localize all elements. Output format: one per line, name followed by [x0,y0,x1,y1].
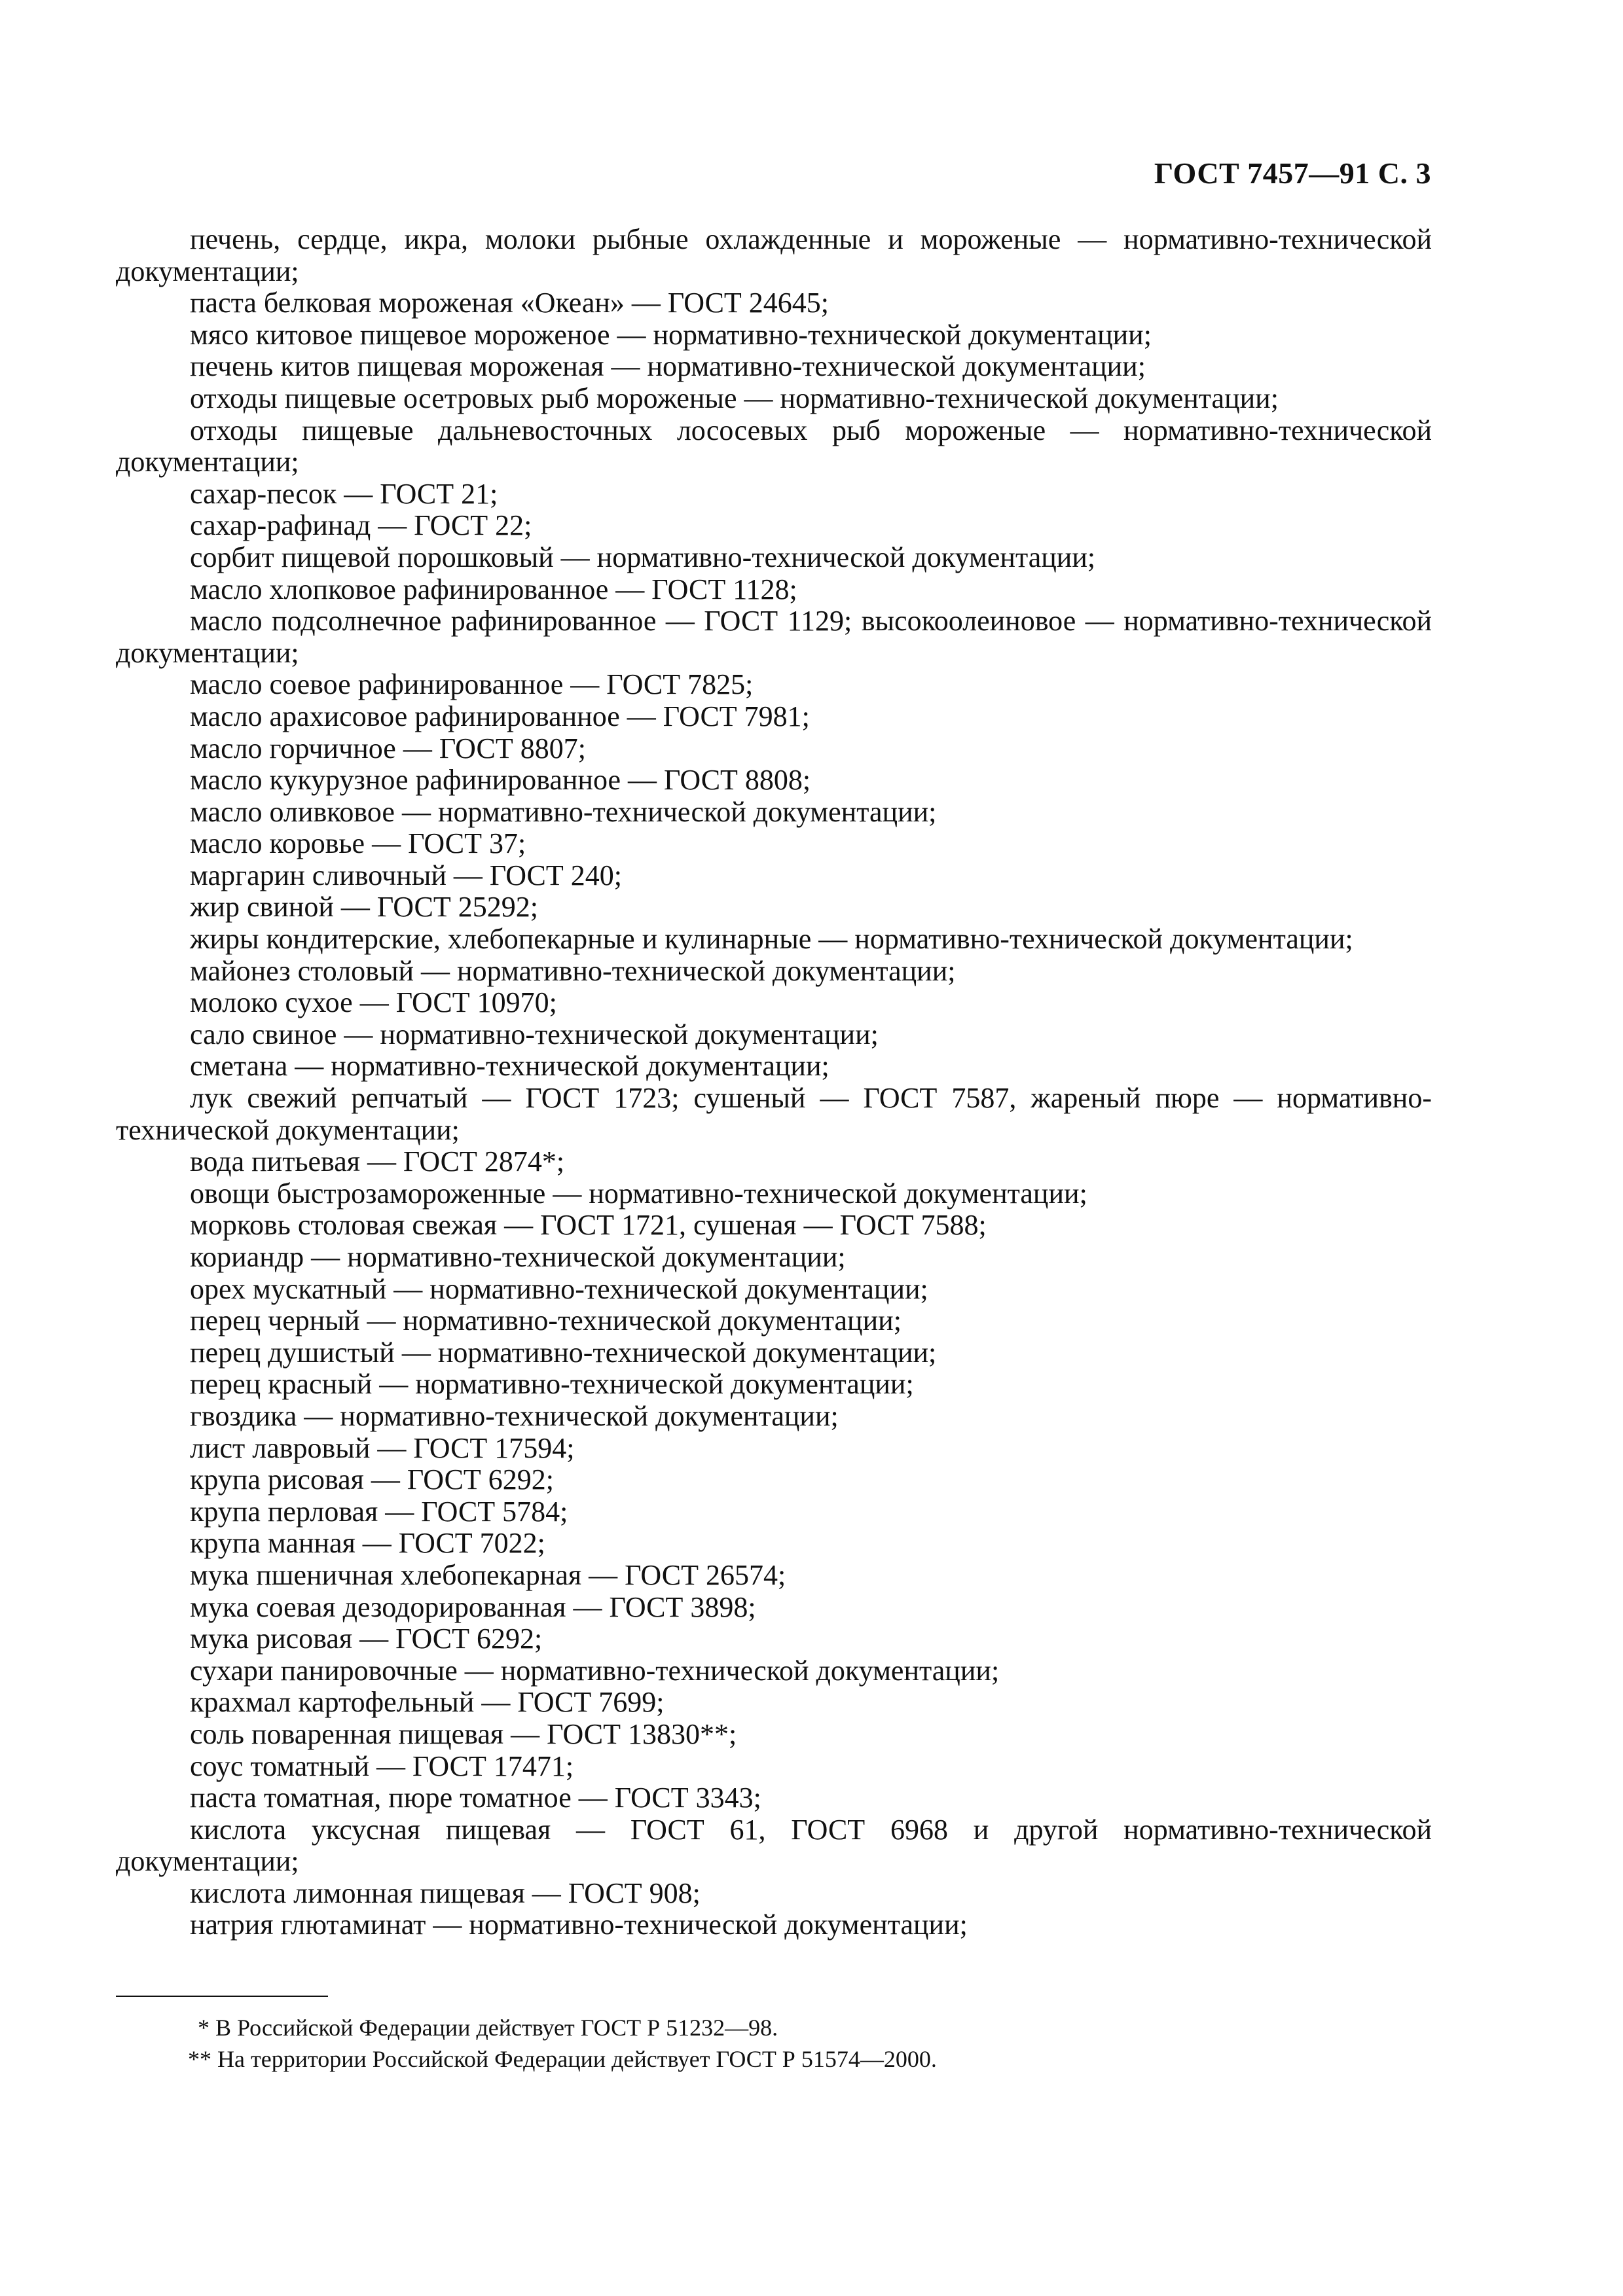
list-item: паста белковая мороженая «Океан» — ГОСТ 24645; [190,287,830,319]
list-item: масло арахисовое рафинированное — ГОСТ 7981; [190,700,810,732]
list-item: сметана — нормативно-технической документации; [190,1050,830,1083]
list-item: сухари панировочные — нормативно-технической документации; [190,1654,1000,1687]
list-item: мука рисовая — ГОСТ 6292; [190,1623,543,1655]
list-item: вода питьевая — ГОСТ 2874*; [190,1145,565,1178]
list-item: крупа перловая — ГОСТ 5784; [190,1495,568,1528]
list-item: сорбит пищевой порошковый — нормативно-технической документации; [190,541,1096,573]
list-item: крупа рисовая — ГОСТ 6292; [190,1463,555,1496]
ingredient-list [116,224,1432,1941]
list-item: масло хлопковое рафинированное — ГОСТ 1128; [190,573,797,605]
list-item: лук свежий репчатый — ГОСТ 1723; сушеный — ГОСТ 7587, жареный пюре — нормативно-технической документации; [116,1082,1432,1146]
footnote-2: ** На территории Российской Федерации действует ГОСТ Р 51574—2000. [188,2046,937,2072]
list-item: морковь столовая свежая — ГОСТ 1721, сушеная — ГОСТ 7588; [190,1209,987,1242]
list-item: соус томатный — ГОСТ 17471; [190,1749,574,1782]
page-header: ГОСТ 7457—91 С. 3 [1154,156,1431,190]
list-item: масло подсолнечное рафинированное — ГОСТ 1129; высокоолеиновое — нормативно-технической документации; [116,605,1432,669]
list-item: масло оливковое — нормативно-технической документации; [190,795,937,828]
list-item: крупа манная — ГОСТ 7022; [190,1527,545,1560]
list-item: мясо китовое пищевое мороженое — нормативно-технической документации; [190,318,1152,351]
footnote-divider [116,1996,328,1997]
list-item: масло коровье — ГОСТ 37; [190,827,526,860]
list-item: жир свиной — ГОСТ 25292; [190,891,538,924]
list-item: мука соевая дезодорированная — ГОСТ 3898; [190,1590,756,1623]
footnote-1: * В Российской Федерации действует ГОСТ Р 51232—98. [198,2015,778,2041]
list-item: кислота лимонная пищевая — ГОСТ 908; [190,1876,701,1909]
list-item: жиры кондитерские, хлебопекарные и кулинарные — нормативно-технической документации; [190,923,1353,956]
list-item: перец черный — нормативно-технической документации; [190,1304,902,1337]
list-item: лист лавровый — ГОСТ 17594; [190,1431,575,1464]
list-item: молоко сухое — ГОСТ 10970; [190,986,557,1019]
list-item: овощи быстрозамороженные — нормативно-технической документации; [190,1177,1087,1210]
list-item: масло соевое рафинированное — ГОСТ 7825; [190,668,754,701]
list-item: печень китов пищевая мороженая — нормативно-технической документации; [190,350,1146,383]
list-item: масло горчичное — ГОСТ 8807; [190,732,586,764]
list-item: орех мускатный — нормативно-технической документации; [190,1272,928,1305]
list-item: отходы пищевые дальневосточных лососевых рыб мороженые — нормативно-технической документации; [116,414,1432,478]
list-item: сахар-рафинад — ГОСТ 22; [190,509,532,542]
list-item: сахар-песок — ГОСТ 21; [190,477,498,510]
list-item: гвоздика — нормативно-технической документации; [190,1399,839,1432]
list-item: маргарин сливочный — ГОСТ 240; [190,859,622,891]
list-item: майонез столовый — нормативно-технической документации; [190,954,956,987]
list-item: перец душистый — нормативно-технической документации; [190,1336,937,1369]
list-item: соль поваренная пищевая — ГОСТ 13830**; [190,1717,737,1750]
list-item: сало свиное — нормативно-технической документации; [190,1018,879,1050]
list-item: кислота уксусная пищевая — ГОСТ 61, ГОСТ 6968 и другой нормативно-технической документации; [116,1813,1432,1878]
list-item: перец красный — нормативно-технической документации; [190,1368,914,1401]
list-item: паста томатная, пюре томатное — ГОСТ 3343; [190,1782,761,1814]
footnotes [116,2012,1432,2075]
list-item: кориандр — нормативно-технической документации; [190,1241,846,1273]
list-item: мука пшеничная хлебопекарная — ГОСТ 26574; [190,1558,786,1591]
list-item: масло кукурузное рафинированное — ГОСТ 8808; [190,764,811,797]
list-item: отходы пищевые осетровых рыб мороженые — нормативно-технической документации; [190,382,1279,414]
list-item: печень, сердце, икра, молоки рыбные охлажденные и мороженые — нормативно-технической документации; [116,223,1432,287]
list-item: крахмал картофельный — ГОСТ 7699; [190,1686,665,1719]
list-item: натрия глютаминат — нормативно-технической документации; [190,1909,968,1941]
